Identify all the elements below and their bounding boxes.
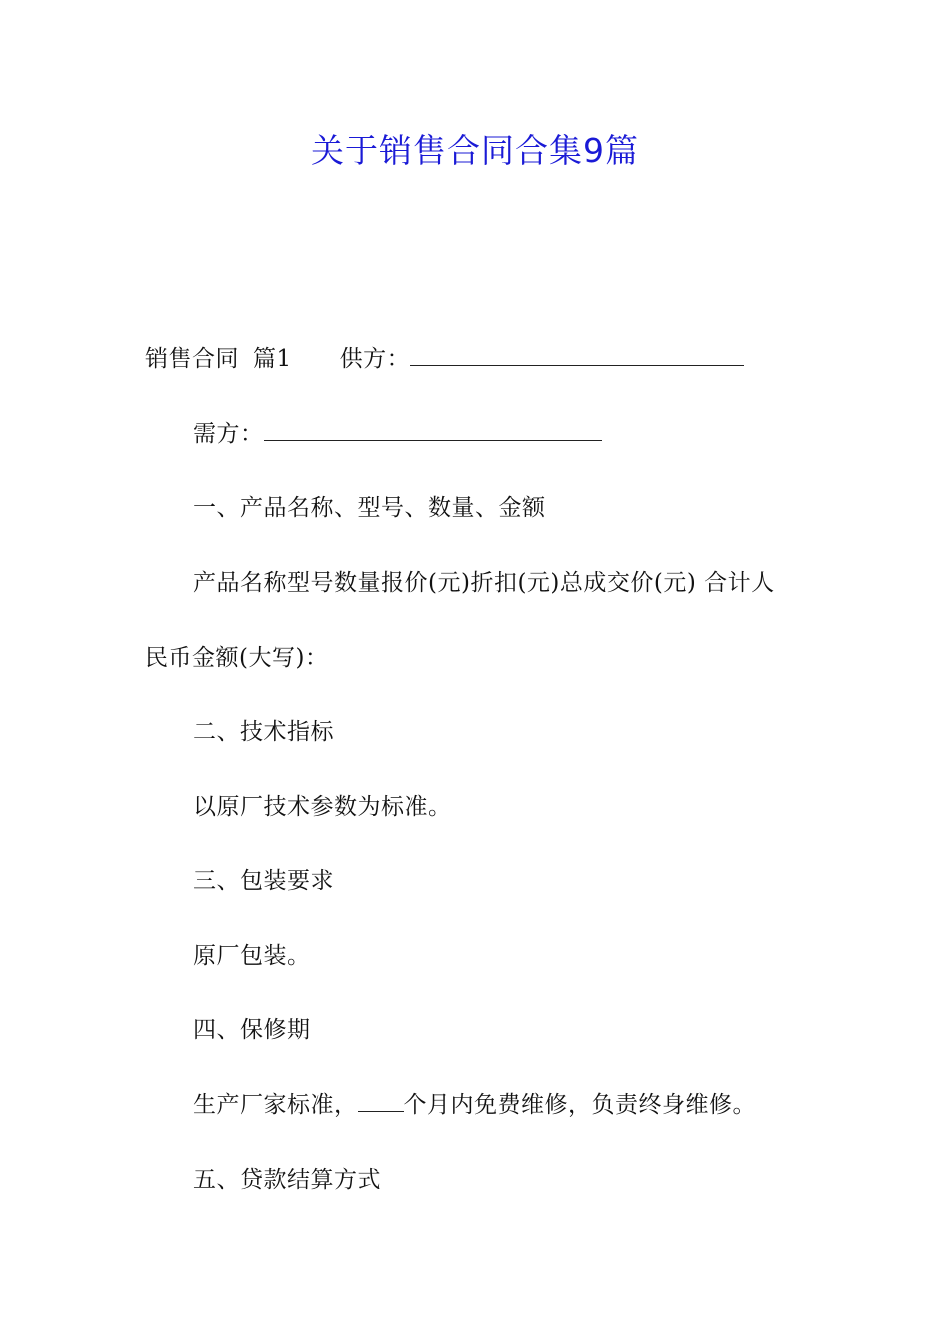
product-table-header-cont: 民币金额(大写)： bbox=[145, 645, 329, 671]
packaging-text: 原厂包装。 bbox=[193, 943, 311, 969]
contract-header-line bbox=[145, 343, 744, 375]
supplier-blank-field[interactable] bbox=[410, 343, 744, 366]
heading-warranty: 四、保修期 bbox=[193, 1017, 311, 1043]
buyer-blank-field[interactable] bbox=[264, 418, 602, 441]
warranty-text-after: 个月内免费维修，负责终身维修。 bbox=[403, 1092, 756, 1118]
warranty-text bbox=[193, 1089, 756, 1121]
warranty-months-blank-field[interactable] bbox=[358, 1089, 404, 1112]
document-title: 关于销售合同合集9篇 bbox=[311, 131, 639, 170]
heading-product-info: 一、产品名称、型号、数量、金额 bbox=[193, 495, 546, 521]
technical-specs-text: 以原厂技术参数为标准。 bbox=[193, 794, 452, 820]
heading-payment-method: 五、贷款结算方式 bbox=[193, 1167, 381, 1193]
supplier-label: 供方： bbox=[339, 346, 411, 372]
section-label: 销售合同 bbox=[145, 346, 239, 372]
heading-packaging: 三、包装要求 bbox=[193, 868, 334, 894]
buyer-line bbox=[193, 418, 602, 450]
warranty-text-before: 生产厂家标准， bbox=[193, 1092, 358, 1118]
section-number: 篇1 bbox=[253, 346, 292, 372]
buyer-label: 需方： bbox=[193, 421, 264, 447]
product-table-header: 产品名称型号数量报价(元)折扣(元)总成交价(元) 合计人 bbox=[193, 570, 775, 596]
heading-technical-specs: 二、技术指标 bbox=[193, 719, 334, 745]
